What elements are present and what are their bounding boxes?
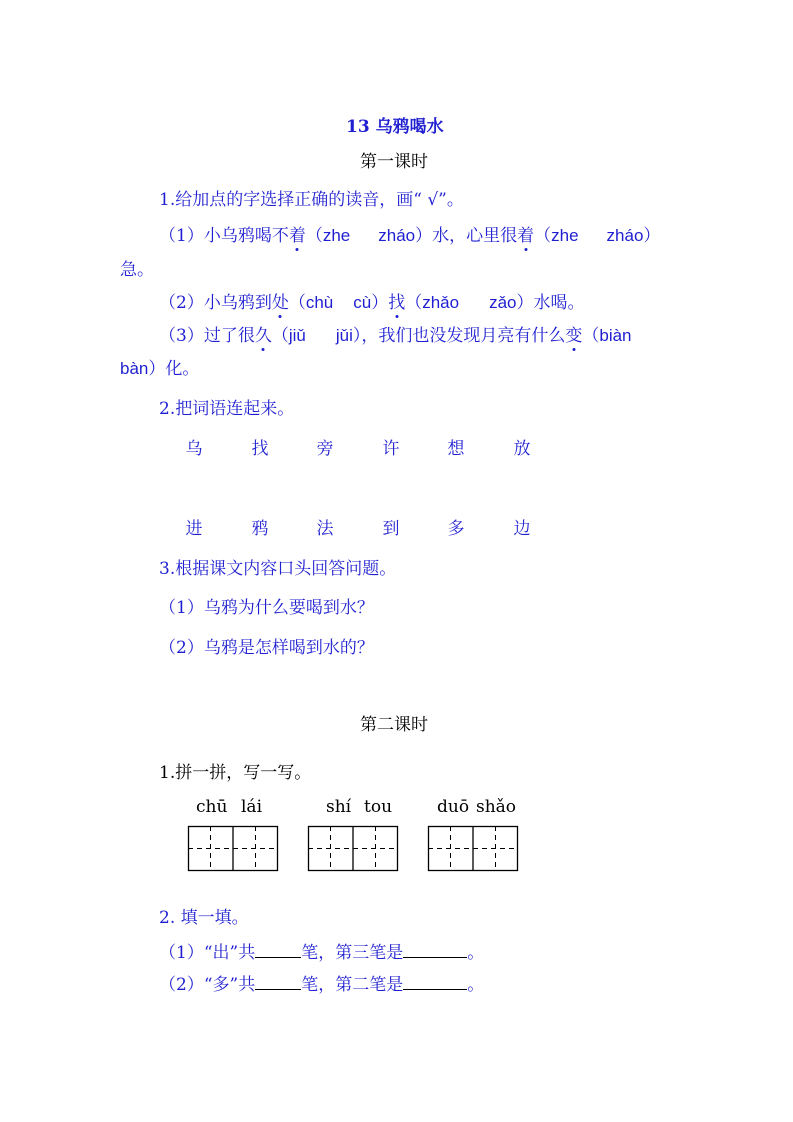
question-1-item-3-continuation: bàn）化。 [120,359,200,378]
question-1-item-1 [159,221,660,246]
dotted-character: 着 [289,221,306,246]
question-3-item-2: （2）乌鸦是怎样喝到水的？ [159,638,374,658]
pinyin-label: shí [326,797,352,817]
matching-word: 想 [447,439,465,459]
answer-blank[interactable] [403,941,467,958]
matching-word: 乌 [185,439,203,459]
question-2-prompt: 2.把词语连起来。 [159,399,295,419]
lesson-two-heading: 第二课时 [360,715,428,735]
item-text: （1）“出”共 [159,943,256,963]
item-text: （3）过了很 [159,326,255,346]
pinyin-label: tou [364,797,393,817]
matching-top-row [0,434,793,458]
dotted-character: 久 [255,321,272,346]
item-text: 。 [467,975,485,995]
matching-word: 旁 [316,439,334,459]
dotted-character: 着 [517,221,534,246]
matching-word: 多 [447,519,465,539]
question-3-item-1: （1）乌鸦为什么要喝到水？ [159,598,374,618]
item-text: （2）“多”共 [159,975,256,995]
answer-blank[interactable] [255,973,301,990]
pinyin-label: shǎo [476,797,517,817]
item-text: 。 [467,943,485,963]
matching-word: 鸦 [251,519,269,539]
question-1-prompt: 1.给加点的字选择正确的读音，画“ √”。 [159,190,464,210]
dotted-character: 处 [272,288,289,313]
pinyin-option: （biàn [582,326,632,345]
matching-word: 到 [382,519,400,539]
matching-word: 许 [382,439,400,459]
item-text: 笔，第二笔是 [301,975,404,995]
matching-word: 法 [316,519,334,539]
pinyin-option: cù） [353,293,389,312]
dotted-character: 变 [565,321,582,346]
lesson-2-question-2-item-1 [159,938,484,963]
item-text: 笔，第三笔是 [301,943,404,963]
item-text: （1）小乌鸦喝不 [159,226,289,246]
writing-grid[interactable] [188,826,278,872]
question-1-item-1-continuation: 急。 [120,260,154,280]
question-3-prompt: 3.根据课文内容口头回答问题。 [159,559,397,579]
pinyin-label: duō [437,797,470,817]
matching-word: 边 [513,519,531,539]
pinyin-option: zháo）水，心里很 [378,226,518,245]
page-title: 13 乌鸦喝水 [346,117,444,137]
lesson-2-question-2-prompt: 2. 填一填。 [159,908,249,928]
question-1-item-3 [159,321,632,346]
lesson-2-question-2-item-2 [159,970,484,995]
pinyin-option: （jiǔ [271,326,306,345]
dotted-character: 找 [388,288,405,313]
answer-blank[interactable] [255,941,301,958]
pinyin-option: （chù [288,293,334,312]
pinyin-option: （zhe [534,226,579,245]
pinyin-label: lái [241,797,263,817]
matching-bottom-row [0,514,793,538]
pinyin-option: zháo） [606,226,661,245]
lesson-2-question-1-prompt: 1.拼一拼，写一写。 [159,763,312,783]
pinyin-label: chū [196,797,228,817]
matching-word: 进 [185,519,203,539]
lesson-one-heading: 第一课时 [360,152,428,172]
matching-word: 找 [251,439,269,459]
pinyin-option: jǔi），我们也没发现月亮有什么 [335,326,566,345]
writing-grid[interactable] [308,826,398,872]
item-text: （2）小乌鸦到 [159,293,272,313]
pinyin-option: （zhǎo [405,293,460,312]
matching-word: 放 [513,439,531,459]
pinyin-option: zǎo）水喝。 [489,293,585,312]
question-1-item-2 [159,288,585,313]
writing-grid[interactable] [428,826,518,872]
answer-blank[interactable] [403,973,467,990]
pinyin-option: （zhe [305,226,351,245]
